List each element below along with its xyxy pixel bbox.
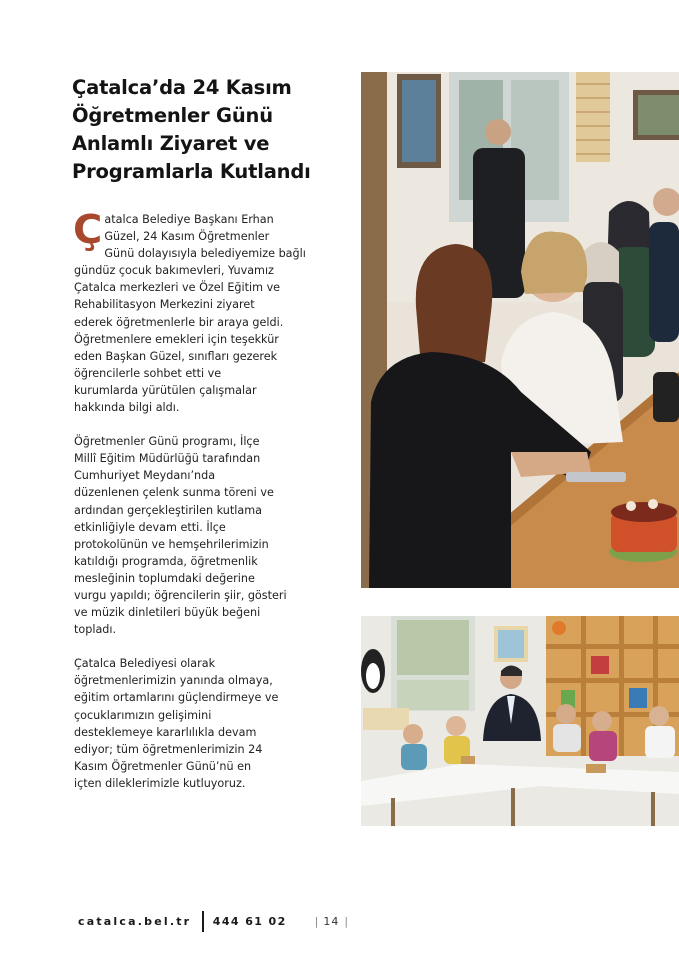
classroom-children-photo <box>361 616 679 826</box>
text-line: etkinliğiyle devam etti. İlçe <box>74 520 226 534</box>
text-line: Millî Eğitim Müdürlüğü tarafından <box>74 452 261 466</box>
text-line: eğitim ortamlarını güçlendirmeye ve <box>74 691 279 705</box>
title-line: Öğretmenler Günü <box>72 104 273 127</box>
paragraph-2 <box>74 433 320 638</box>
text-line: öğretmenlerimizin yanında olmaya, <box>74 674 273 688</box>
text-line: mesleğinin toplumdaki değerine <box>74 571 255 585</box>
paragraph-3 <box>74 655 320 792</box>
text-line: kurumlarda yürütülen çalışmalar <box>74 383 257 397</box>
text-line: Günü dolayısıyla belediyemize bağlı <box>104 247 306 261</box>
page-bar-left: | <box>314 914 319 928</box>
drop-cap: Ç <box>73 207 103 253</box>
text-line: katıldığı programda, öğretmenlik <box>74 554 258 568</box>
text-line: öğrencilerle sohbet etti ve <box>74 366 222 380</box>
page-bar-right: | <box>344 914 349 928</box>
teachers-meeting-photo <box>361 72 679 588</box>
text-line: Cumhuriyet Meydanı’nda <box>74 469 216 483</box>
article-body <box>73 207 320 809</box>
article-title <box>72 74 342 186</box>
text-line: Öğretmenler Günü programı, İlçe <box>74 435 260 449</box>
text-line: düzenlenen çelenk sunma töreni ve <box>74 486 274 500</box>
title-line: Programlarla Kutlandı <box>72 160 311 183</box>
website-link[interactable]: catalca.bel.tr <box>78 914 192 928</box>
text-line: Güzel, 24 Kasım Öğretmenler <box>104 230 270 244</box>
text-line: desteklemeye kararlılıkla devam <box>74 725 257 739</box>
title-line: Çatalca’da 24 Kasım <box>72 76 292 99</box>
page-footer <box>78 910 353 932</box>
text-line: ve müzik dinletileri büyük beğeni <box>74 606 261 620</box>
text-line: protokolünün ve hemşehrilerimizin <box>74 537 269 551</box>
text-line: eden Başkan Güzel, sınıfları gezerek <box>74 349 278 363</box>
text-line: topladı. <box>74 623 117 637</box>
text-line: çocuklarımızın gelişimini <box>74 708 212 722</box>
phone-number[interactable]: 444 61 02 <box>212 914 287 928</box>
text-line: ardından gerçekleştirilen kutlama <box>74 503 263 517</box>
text-line: Kasım Öğretmenler Günü’nü en <box>74 759 252 773</box>
text-line: hakkında bilgi aldı. <box>74 401 180 415</box>
title-line: Anlamlı Ziyaret ve <box>72 132 270 155</box>
text-line: Rehabilitasyon Merkezini ziyaret <box>74 298 255 312</box>
text-line: vurgu yapıldı; öğrencilerin şiir, gösteri <box>74 588 287 602</box>
footer-divider <box>202 911 204 932</box>
text-line: ediyor; tüm öğretmenlerimizin 24 <box>74 742 263 756</box>
text-line: gündüz çocuk bakımevleri, Yuvamız <box>74 264 274 278</box>
text-line: içten dileklerimizle kutluyoruz. <box>74 776 246 790</box>
text-line: Öğretmenlere emekleri için teşekkür <box>74 332 279 346</box>
page-number: 14 <box>323 914 340 928</box>
text-line: atalca Belediye Başkanı Erhan <box>104 213 274 226</box>
text-line: Çatalca Belediyesi olarak <box>74 657 216 671</box>
paragraph-1 <box>73 207 320 416</box>
text-line: ederek öğretmenlerle bir araya geldi. <box>74 315 284 329</box>
text-line: Çatalca merkezleri ve Özel Eğitim ve <box>74 281 281 295</box>
